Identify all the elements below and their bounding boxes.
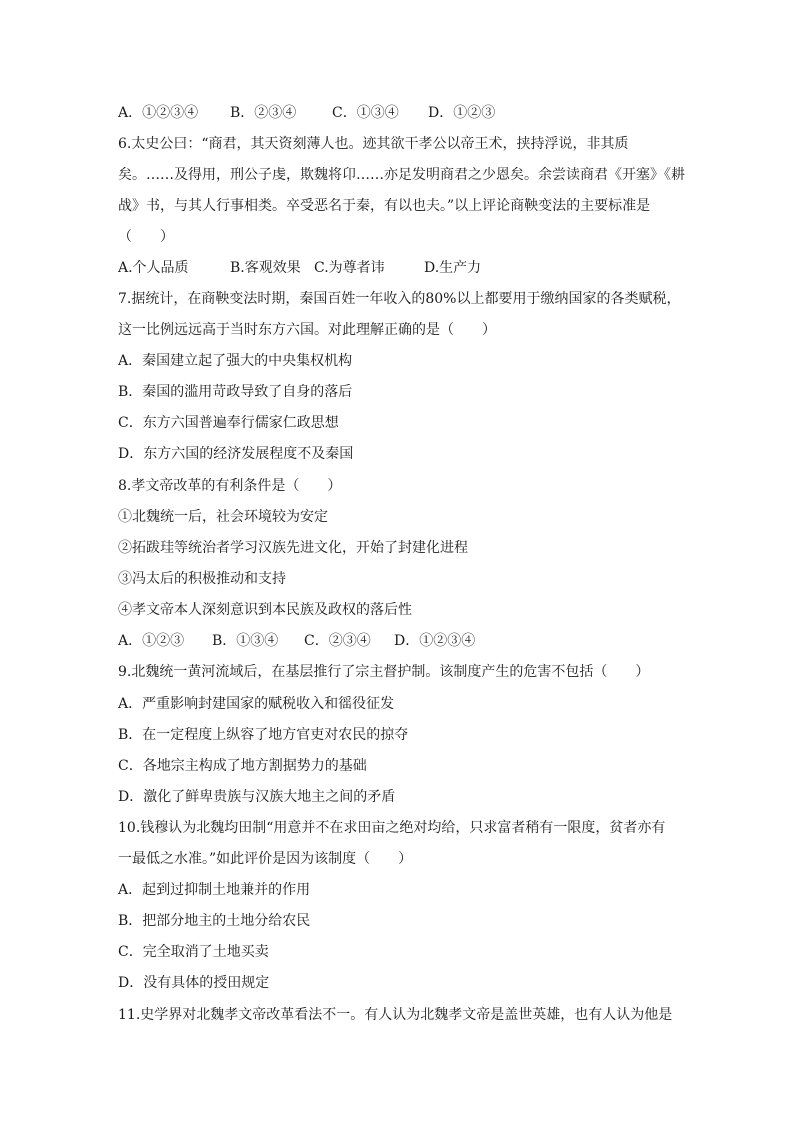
q6-stem-line-1: 6.太史公曰：“商君，其天资刻薄人也。迹其欲干孝公以帝王术，挟持浮说，非其质 bbox=[118, 136, 629, 152]
q11-stem-line-1: 11.史学界对北魏孝文帝改革看法不一。有人认为北魏孝文帝是盖世英雄，也有人认为他是 bbox=[118, 1007, 673, 1023]
q5-option-d: D．①②③ bbox=[428, 105, 496, 121]
q9-choice-a: A．严重影响封建国家的赋税收入和徭役征发 bbox=[118, 696, 395, 712]
q9-choice-c: C．各地宗主构成了地方割据势力的基础 bbox=[118, 758, 367, 774]
q10-stem-line-1: 10.钱穆认为北魏均田制“用意并不在求田亩之绝对均给，只求富者稍有一限度，贫者亦有 bbox=[118, 820, 666, 836]
q9-stem: 9.北魏统一黄河流域后，在基层推行了宗主督护制。该制度产生的危害不包括（ ） bbox=[118, 664, 650, 680]
q7-stem-line-1: 7.据统计，在商鞅变法时期，秦国百姓一年收入的80%以上都要用于缴纳国家的各类赋税， bbox=[118, 291, 681, 307]
q7-choice-a: A．秦国建立起了强大的中央集权机构 bbox=[118, 353, 353, 369]
q7-stem-line-2: 这一比例远远高于当时东方六国。对此理解正确的是（ ） bbox=[118, 322, 496, 338]
q6-options bbox=[118, 258, 688, 278]
q6-answer-blank: （ ） bbox=[118, 229, 174, 245]
q8-option-a: A．①②③ bbox=[118, 633, 185, 649]
q5-option-a: A．①②③④ bbox=[118, 105, 199, 121]
q6-stem-line-3: 战》书，与其人行事相类。卒受恶名于秦，有以也夫。”以上评论商鞅变法的主要标准是 bbox=[118, 198, 651, 214]
q7-choice-b: B．秦国的滥用苛政导致了自身的落后 bbox=[118, 384, 353, 400]
q7-choice-d: D．东方六国的经济发展程度不及秦国 bbox=[118, 446, 354, 462]
q8-item-1: ①北魏统一后，社会环境较为安定 bbox=[118, 509, 328, 525]
q6-stem-line-2: 矣。……及得用，刑公子虔，欺魏将卬……亦足发明商君之少恩矣。余尝读商君《开塞》《耕 bbox=[118, 167, 685, 183]
q8-stem: 8.孝文帝改革的有利条件是（ ） bbox=[118, 478, 342, 494]
q6-option-b: B.客观效果 bbox=[230, 260, 301, 276]
q10-choice-c: C．完全取消了土地买卖 bbox=[118, 944, 269, 960]
q10-choice-d: D．没有具体的授田规定 bbox=[118, 975, 270, 991]
q5-options bbox=[118, 103, 688, 123]
q8-option-c: C．②③④ bbox=[304, 633, 371, 649]
q8-options bbox=[118, 631, 688, 651]
q8-item-4: ④孝文帝本人深刻意识到本民族及政权的落后性 bbox=[118, 602, 412, 618]
q5-option-b: B．②③④ bbox=[230, 105, 297, 121]
q8-item-2: ②拓跋珪等统治者学习汉族先进文化，开始了封建化进程 bbox=[118, 540, 468, 556]
q10-choice-a: A．起到过抑制土地兼并的作用 bbox=[118, 882, 311, 898]
q9-choice-d: D．激化了鲜卑贵族与汉族大地主之间的矛盾 bbox=[118, 789, 396, 805]
q8-option-d: D．①②③④ bbox=[394, 633, 476, 649]
q10-choice-b: B．把部分地主的土地分给农民 bbox=[118, 913, 311, 929]
q9-choice-b: B．在一定程度上纵容了地方官吏对农民的掠夺 bbox=[118, 727, 409, 743]
q8-item-3: ③冯太后的积极推动和支持 bbox=[118, 571, 286, 587]
q6-option-a: A.个人品质 bbox=[118, 260, 189, 276]
q6-option-d: D.生产力 bbox=[424, 260, 482, 276]
q5-option-c: C．①③④ bbox=[332, 105, 399, 121]
q10-stem-line-2: 一最低之水准。”如此评价是因为该制度（ ） bbox=[118, 851, 413, 867]
q8-option-b: B．①③④ bbox=[212, 633, 279, 649]
q6-option-c: C.为尊者讳 bbox=[314, 260, 385, 276]
q7-choice-c: C．东方六国普遍奉行儒家仁政思想 bbox=[118, 415, 339, 431]
